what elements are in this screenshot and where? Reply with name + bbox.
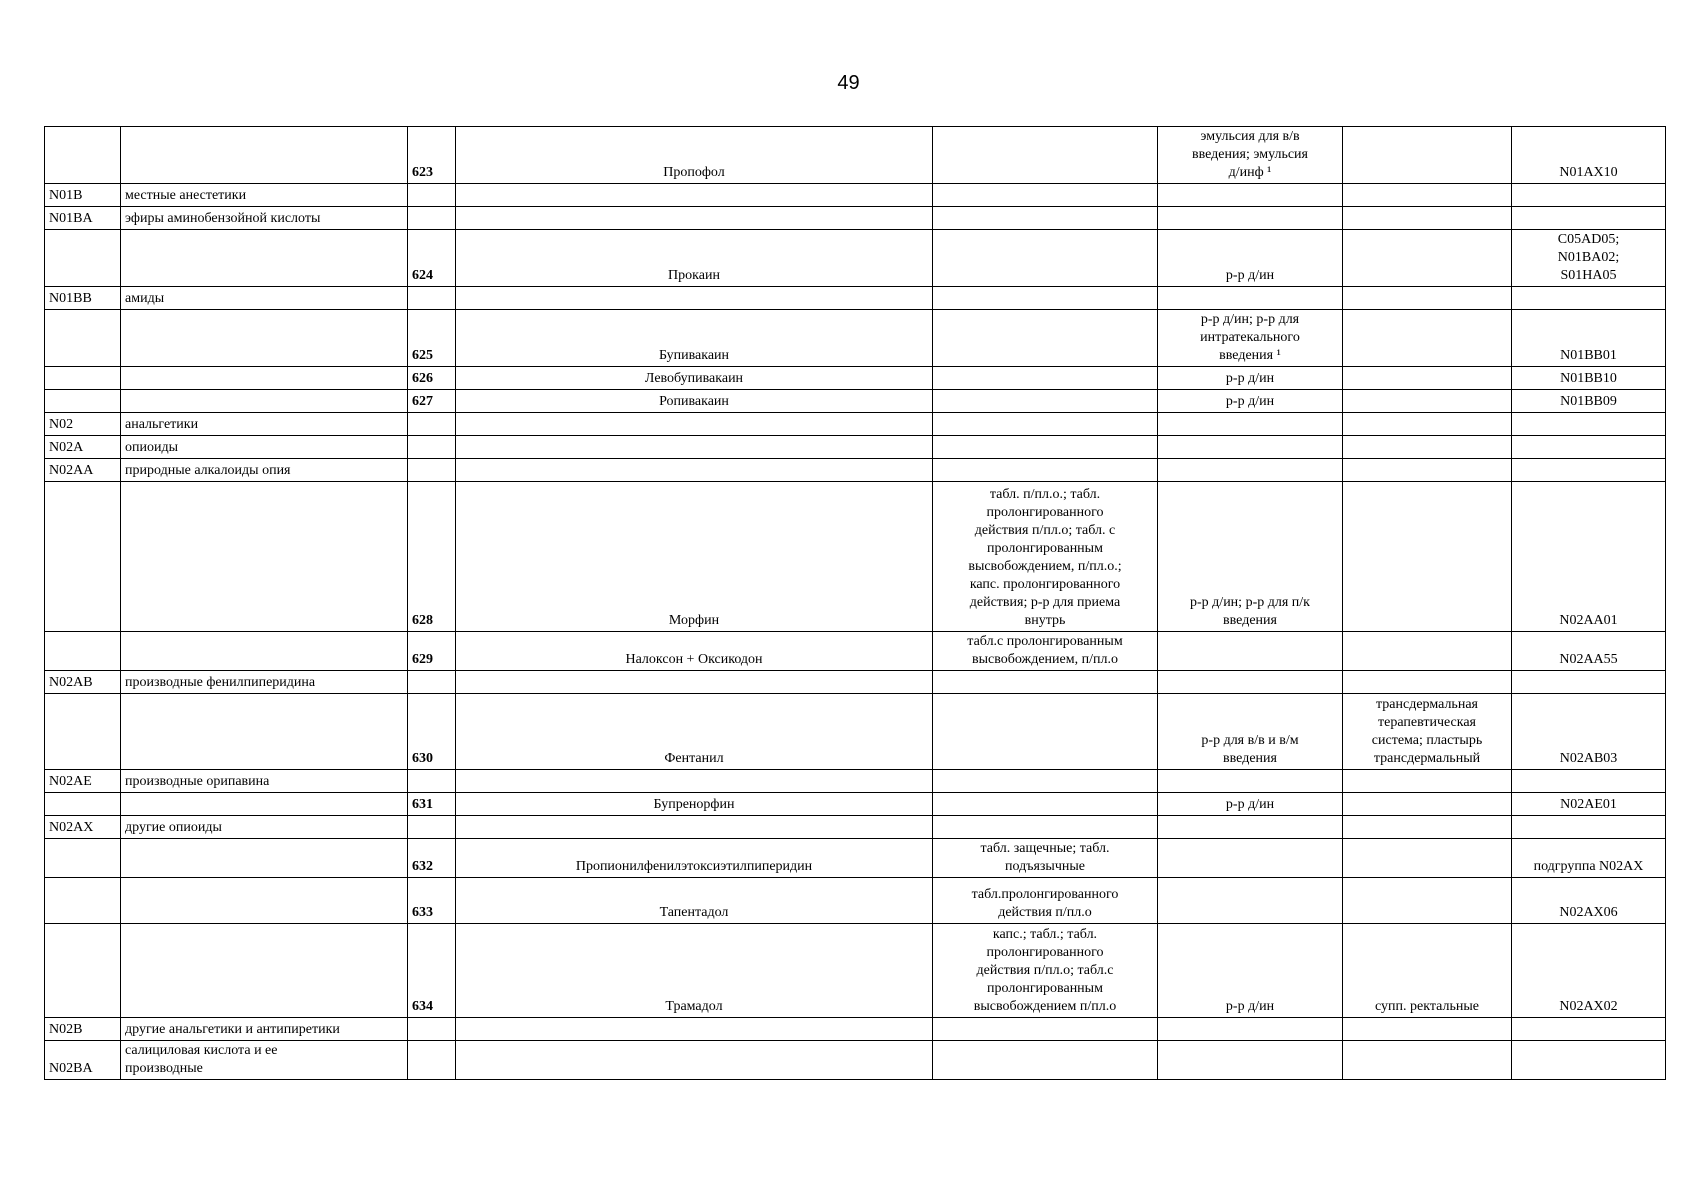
drug-name-cell xyxy=(456,671,933,694)
dosage-form-1-cell xyxy=(933,367,1158,390)
table-row xyxy=(45,127,1666,184)
atc-code-right-cell xyxy=(1512,310,1666,367)
drug-name-cell xyxy=(456,816,933,839)
dosage-form-2-cell xyxy=(1158,367,1343,390)
dosage-form-3-cell xyxy=(1343,230,1512,287)
group-name-cell-text: другие опиоиды xyxy=(125,820,222,835)
drug-name-cell xyxy=(456,793,933,816)
drug-name-cell-text: Тапентадол xyxy=(659,905,729,920)
item-number-cell-text: 632 xyxy=(412,859,433,874)
dosage-form-1-cell xyxy=(933,924,1158,1018)
atc-code-cell xyxy=(45,793,121,816)
atc-code-cell xyxy=(45,230,121,287)
dosage-form-2-cell-text: р-р д/ин xyxy=(1225,371,1275,386)
item-number-cell-text: 630 xyxy=(412,751,433,766)
dosage-form-3-cell xyxy=(1343,694,1512,770)
dosage-form-2-cell-text: эмульсия для в/в введения; эмульсия д/инф ¹ xyxy=(1192,129,1308,180)
drug-name-cell xyxy=(456,839,933,878)
atc-code-cell-text: N01B xyxy=(49,188,83,203)
dosage-form-2-cell xyxy=(1158,671,1343,694)
drug-name-cell xyxy=(456,1018,933,1041)
atc-code-right-cell xyxy=(1512,230,1666,287)
group-name-cell xyxy=(121,390,408,413)
table-row xyxy=(45,770,1666,793)
atc-code-cell xyxy=(45,127,121,184)
item-number-cell xyxy=(408,413,456,436)
dosage-form-2-cell xyxy=(1158,127,1343,184)
group-name-cell-text: анальгетики xyxy=(125,417,199,432)
item-number-cell xyxy=(408,924,456,1018)
atc-code-cell-text: N02BA xyxy=(49,1061,93,1076)
dosage-form-2-cell xyxy=(1158,413,1343,436)
item-number-cell xyxy=(408,878,456,924)
atc-code-cell-text: N02AE xyxy=(49,774,92,789)
dosage-form-3-cell xyxy=(1343,367,1512,390)
dosage-form-2-cell xyxy=(1158,632,1343,671)
drug-name-cell xyxy=(456,1041,933,1080)
atc-code-right-cell-text: N01AX10 xyxy=(1559,165,1618,180)
table-row xyxy=(45,184,1666,207)
dosage-form-2-cell-text: р-р для в/в и в/м введения xyxy=(1201,733,1299,766)
atc-code-right-cell xyxy=(1512,1018,1666,1041)
group-name-cell xyxy=(121,839,408,878)
drug-name-cell xyxy=(456,924,933,1018)
drug-name-cell xyxy=(456,770,933,793)
atc-code-right-cell-text: N01BB01 xyxy=(1560,348,1617,363)
item-number-cell xyxy=(408,793,456,816)
table-row xyxy=(45,632,1666,671)
dosage-form-3-cell xyxy=(1343,207,1512,230)
dosage-form-2-cell-text: р-р д/ин; р-р для интратекального введения ¹ xyxy=(1200,312,1300,363)
dosage-form-3-cell xyxy=(1343,184,1512,207)
atc-code-cell xyxy=(45,839,121,878)
atc-code-cell xyxy=(45,671,121,694)
group-name-cell xyxy=(121,459,408,482)
table-row xyxy=(45,459,1666,482)
drug-name-cell xyxy=(456,482,933,632)
group-name-cell xyxy=(121,878,408,924)
atc-code-cell xyxy=(45,1018,121,1041)
dosage-form-3-cell xyxy=(1343,671,1512,694)
item-number-cell xyxy=(408,184,456,207)
drug-name-cell xyxy=(456,878,933,924)
item-number-cell xyxy=(408,127,456,184)
dosage-form-1-cell xyxy=(933,1018,1158,1041)
drug-name-cell xyxy=(456,413,933,436)
table-row xyxy=(45,839,1666,878)
table-body xyxy=(45,127,1666,1080)
table-row xyxy=(45,413,1666,436)
dosage-form-3-cell xyxy=(1343,413,1512,436)
drug-name-cell xyxy=(456,230,933,287)
atc-code-right-cell xyxy=(1512,413,1666,436)
atc-code-right-cell xyxy=(1512,671,1666,694)
group-name-cell xyxy=(121,287,408,310)
group-name-cell xyxy=(121,367,408,390)
dosage-form-3-cell xyxy=(1343,287,1512,310)
atc-code-cell xyxy=(45,413,121,436)
table-row xyxy=(45,816,1666,839)
dosage-form-1-cell xyxy=(933,632,1158,671)
dosage-form-3-cell-text: супп. ректальные xyxy=(1375,999,1479,1014)
atc-code-right-cell-text: N02AX06 xyxy=(1559,905,1618,920)
dosage-form-3-cell xyxy=(1343,793,1512,816)
group-name-cell xyxy=(121,816,408,839)
atc-code-right-cell-text: подгруппа N02AX xyxy=(1533,859,1644,874)
atc-code-cell-text: N02AX xyxy=(49,820,94,835)
item-number-cell-text: 623 xyxy=(412,165,433,180)
dosage-form-2-cell xyxy=(1158,207,1343,230)
medication-table xyxy=(44,126,1666,1080)
atc-code-right-cell xyxy=(1512,390,1666,413)
item-number-cell xyxy=(408,482,456,632)
dosage-form-1-cell xyxy=(933,413,1158,436)
drug-name-cell xyxy=(456,184,933,207)
drug-name-cell-text: Ропивакаин xyxy=(659,394,729,409)
atc-code-right-cell xyxy=(1512,878,1666,924)
dosage-form-3-cell xyxy=(1343,459,1512,482)
dosage-form-3-cell xyxy=(1343,878,1512,924)
dosage-form-3-cell xyxy=(1343,390,1512,413)
drug-name-cell-text: Левобупивакаин xyxy=(644,371,744,386)
dosage-form-3-cell xyxy=(1343,1018,1512,1041)
drug-name-cell xyxy=(456,390,933,413)
atc-code-cell-text: N02 xyxy=(49,417,74,432)
table-row xyxy=(45,1018,1666,1041)
item-number-cell-text: 634 xyxy=(412,999,433,1014)
item-number-cell xyxy=(408,436,456,459)
item-number-cell-text: 625 xyxy=(412,348,433,363)
atc-code-right-cell xyxy=(1512,839,1666,878)
dosage-form-1-cell xyxy=(933,436,1158,459)
atc-code-cell xyxy=(45,632,121,671)
dosage-form-1-cell xyxy=(933,793,1158,816)
atc-code-cell-text: N01BA xyxy=(49,211,93,226)
drug-name-cell-text: Трамадол xyxy=(665,999,723,1014)
dosage-form-1-cell-text: табл.пролонгированного действия п/пл.о xyxy=(971,887,1119,920)
table-row xyxy=(45,287,1666,310)
group-name-cell xyxy=(121,436,408,459)
item-number-cell-text: 624 xyxy=(412,268,433,283)
atc-code-right-cell xyxy=(1512,287,1666,310)
atc-code-cell xyxy=(45,287,121,310)
group-name-cell xyxy=(121,482,408,632)
group-name-cell-text: опиоиды xyxy=(125,440,179,455)
dosage-form-3-cell xyxy=(1343,924,1512,1018)
atc-code-right-cell-text: N01BB10 xyxy=(1560,371,1617,386)
group-name-cell xyxy=(121,632,408,671)
table-row xyxy=(45,1041,1666,1080)
atc-code-right-cell xyxy=(1512,459,1666,482)
group-name-cell xyxy=(121,1041,408,1080)
group-name-cell-text: производные орипавина xyxy=(125,774,270,789)
dosage-form-1-cell xyxy=(933,230,1158,287)
atc-code-cell xyxy=(45,878,121,924)
dosage-form-1-cell xyxy=(933,694,1158,770)
dosage-form-1-cell xyxy=(933,184,1158,207)
dosage-form-1-cell-text: табл. защечные; табл. подъязычные xyxy=(980,841,1110,874)
atc-code-cell xyxy=(45,482,121,632)
item-number-cell xyxy=(408,694,456,770)
table-row xyxy=(45,436,1666,459)
table-row xyxy=(45,793,1666,816)
atc-code-right-cell xyxy=(1512,632,1666,671)
group-name-cell xyxy=(121,310,408,367)
drug-name-cell xyxy=(456,436,933,459)
drug-name-cell-text: Пропионилфенилэтоксиэтилпиперидин xyxy=(575,859,813,874)
atc-code-cell xyxy=(45,694,121,770)
dosage-form-1-cell xyxy=(933,839,1158,878)
item-number-cell xyxy=(408,310,456,367)
atc-code-cell xyxy=(45,1041,121,1080)
dosage-form-1-cell xyxy=(933,1041,1158,1080)
atc-code-cell xyxy=(45,310,121,367)
group-name-cell xyxy=(121,127,408,184)
atc-code-cell xyxy=(45,436,121,459)
drug-name-cell xyxy=(456,287,933,310)
atc-code-right-cell xyxy=(1512,184,1666,207)
atc-code-right-cell-text: N01BB09 xyxy=(1560,394,1617,409)
atc-code-cell xyxy=(45,207,121,230)
group-name-cell xyxy=(121,230,408,287)
dosage-form-2-cell-text: р-р д/ин xyxy=(1225,999,1275,1014)
item-number-cell xyxy=(408,839,456,878)
dosage-form-2-cell xyxy=(1158,924,1343,1018)
table-row xyxy=(45,230,1666,287)
dosage-form-2-cell xyxy=(1158,310,1343,367)
item-number-cell xyxy=(408,367,456,390)
dosage-form-1-cell-text: табл. п/пл.о.; табл. пролонгированного действия п/пл.о; табл. с пролонгированным высвобождением, п/пл.о.; капс. пролонгированного действия; р-р для приема внутрь xyxy=(968,487,1122,628)
drug-name-cell xyxy=(456,367,933,390)
dosage-form-1-cell xyxy=(933,127,1158,184)
group-name-cell-text: эфиры аминобензойной кислоты xyxy=(125,211,321,226)
dosage-form-3-cell xyxy=(1343,839,1512,878)
atc-code-right-cell-text: N02AX02 xyxy=(1559,999,1618,1014)
drug-name-cell-text: Бупивакаин xyxy=(658,348,730,363)
dosage-form-1-cell xyxy=(933,770,1158,793)
item-number-cell xyxy=(408,632,456,671)
drug-name-cell xyxy=(456,694,933,770)
dosage-form-3-cell xyxy=(1343,310,1512,367)
atc-code-right-cell xyxy=(1512,127,1666,184)
dosage-form-2-cell xyxy=(1158,1041,1343,1080)
group-name-cell-text: амиды xyxy=(125,291,165,306)
atc-code-right-cell-text: N02AE01 xyxy=(1560,797,1617,812)
dosage-form-1-cell xyxy=(933,459,1158,482)
atc-code-cell-text: N02AB xyxy=(49,675,93,690)
atc-code-cell xyxy=(45,390,121,413)
dosage-form-3-cell xyxy=(1343,436,1512,459)
item-number-cell xyxy=(408,390,456,413)
group-name-cell xyxy=(121,671,408,694)
group-name-cell xyxy=(121,1018,408,1041)
dosage-form-3-cell xyxy=(1343,770,1512,793)
dosage-form-2-cell-text: р-р д/ин xyxy=(1225,394,1275,409)
drug-name-cell-text: Налоксон + Оксикодон xyxy=(625,652,763,667)
dosage-form-2-cell xyxy=(1158,287,1343,310)
atc-code-cell xyxy=(45,770,121,793)
dosage-form-1-cell xyxy=(933,816,1158,839)
dosage-form-3-cell xyxy=(1343,632,1512,671)
dosage-form-2-cell xyxy=(1158,816,1343,839)
dosage-form-1-cell xyxy=(933,482,1158,632)
dosage-form-2-cell xyxy=(1158,1018,1343,1041)
item-number-cell xyxy=(408,770,456,793)
dosage-form-2-cell xyxy=(1158,230,1343,287)
dosage-form-1-cell xyxy=(933,671,1158,694)
item-number-cell xyxy=(408,1041,456,1080)
item-number-cell xyxy=(408,1018,456,1041)
item-number-cell xyxy=(408,459,456,482)
drug-name-cell-text: Бупренорфин xyxy=(653,797,735,812)
table-row xyxy=(45,924,1666,1018)
item-number-cell-text: 633 xyxy=(412,905,433,920)
dosage-form-1-cell xyxy=(933,390,1158,413)
dosage-form-1-cell-text: табл.с пролонгированным высвобождением, п/пл.о xyxy=(967,634,1123,667)
table-row xyxy=(45,310,1666,367)
dosage-form-2-cell xyxy=(1158,694,1343,770)
atc-code-cell xyxy=(45,924,121,1018)
drug-name-cell xyxy=(456,310,933,367)
dosage-form-3-cell-text: трансдермальная терапевтическая система; пластырь трансдермальный xyxy=(1371,697,1483,766)
atc-code-cell-text: N02A xyxy=(49,440,84,455)
dosage-form-2-cell xyxy=(1158,184,1343,207)
atc-code-right-cell xyxy=(1512,436,1666,459)
group-name-cell xyxy=(121,413,408,436)
table-row xyxy=(45,482,1666,632)
dosage-form-2-cell xyxy=(1158,878,1343,924)
atc-code-right-cell xyxy=(1512,816,1666,839)
drug-name-cell-text: Морфин xyxy=(668,613,720,628)
atc-code-right-cell-text: N02AA55 xyxy=(1559,652,1618,667)
atc-code-cell xyxy=(45,184,121,207)
dosage-form-2-cell xyxy=(1158,436,1343,459)
dosage-form-2-cell xyxy=(1158,839,1343,878)
table-row xyxy=(45,878,1666,924)
item-number-cell xyxy=(408,230,456,287)
drug-name-cell xyxy=(456,127,933,184)
drug-name-cell xyxy=(456,632,933,671)
dosage-form-3-cell xyxy=(1343,482,1512,632)
group-name-cell-text: производные фенилпиперидина xyxy=(125,675,316,690)
group-name-cell-text: природные алкалоиды опия xyxy=(125,463,291,478)
dosage-form-1-cell-text: капс.; табл.; табл. пролонгированного действия п/пл.о; табл.с пролонгированным высвобождением п/пл.о xyxy=(973,927,1117,1014)
dosage-form-3-cell xyxy=(1343,127,1512,184)
drug-name-cell-text: Прокаин xyxy=(668,268,720,283)
drug-name-cell xyxy=(456,459,933,482)
dosage-form-2-cell xyxy=(1158,390,1343,413)
atc-code-right-cell xyxy=(1512,1041,1666,1080)
dosage-form-2-cell-text: р-р д/ин; р-р для п/к введения xyxy=(1190,595,1310,628)
drug-name-cell-text: Фентанил xyxy=(664,751,724,766)
item-number-cell xyxy=(408,671,456,694)
group-name-cell xyxy=(121,924,408,1018)
atc-code-right-cell xyxy=(1512,367,1666,390)
item-number-cell-text: 631 xyxy=(412,797,433,812)
atc-code-cell xyxy=(45,459,121,482)
dosage-form-2-cell xyxy=(1158,482,1343,632)
group-name-cell xyxy=(121,184,408,207)
page-number: 49 xyxy=(837,72,860,94)
group-name-cell xyxy=(121,770,408,793)
atc-code-right-cell xyxy=(1512,924,1666,1018)
atc-code-cell-text: N01BB xyxy=(49,291,92,306)
dosage-form-2-cell-text: р-р д/ин xyxy=(1225,797,1275,812)
dosage-form-3-cell xyxy=(1343,816,1512,839)
item-number-cell-text: 629 xyxy=(412,652,433,667)
group-name-cell-text: местные анестетики xyxy=(125,188,247,203)
item-number-cell xyxy=(408,287,456,310)
table-row xyxy=(45,671,1666,694)
group-name-cell-text: салициловая кислота и ее производные xyxy=(125,1043,278,1076)
atc-code-cell-text: N02AA xyxy=(49,463,94,478)
atc-code-cell xyxy=(45,367,121,390)
dosage-form-2-cell xyxy=(1158,459,1343,482)
atc-code-right-cell-text: N02AA01 xyxy=(1559,613,1618,628)
table-row xyxy=(45,694,1666,770)
group-name-cell-text: другие анальгетики и антипиретики xyxy=(125,1022,340,1037)
group-name-cell xyxy=(121,207,408,230)
atc-code-cell-text: N02B xyxy=(49,1022,83,1037)
atc-code-right-cell-text: C05AD05; N01BA02; S01HA05 xyxy=(1557,232,1620,283)
drug-name-cell xyxy=(456,207,933,230)
item-number-cell-text: 626 xyxy=(412,371,433,386)
dosage-form-2-cell xyxy=(1158,793,1343,816)
item-number-cell-text: 628 xyxy=(412,613,433,628)
item-number-cell xyxy=(408,207,456,230)
atc-code-right-cell-text: N02AB03 xyxy=(1559,751,1618,766)
item-number-cell-text: 627 xyxy=(412,394,433,409)
dosage-form-3-cell xyxy=(1343,1041,1512,1080)
dosage-form-1-cell xyxy=(933,287,1158,310)
dosage-form-1-cell xyxy=(933,207,1158,230)
dosage-form-2-cell-text: р-р д/ин xyxy=(1225,268,1275,283)
dosage-form-2-cell xyxy=(1158,770,1343,793)
atc-code-right-cell xyxy=(1512,482,1666,632)
item-number-cell xyxy=(408,816,456,839)
atc-code-right-cell xyxy=(1512,793,1666,816)
atc-code-right-cell xyxy=(1512,694,1666,770)
group-name-cell xyxy=(121,793,408,816)
dosage-form-1-cell xyxy=(933,310,1158,367)
group-name-cell xyxy=(121,694,408,770)
atc-code-right-cell xyxy=(1512,207,1666,230)
atc-code-right-cell xyxy=(1512,770,1666,793)
table-row xyxy=(45,207,1666,230)
dosage-form-1-cell xyxy=(933,878,1158,924)
drug-name-cell-text: Пропофол xyxy=(663,165,725,180)
atc-code-cell xyxy=(45,816,121,839)
table-row xyxy=(45,367,1666,390)
table-row xyxy=(45,390,1666,413)
